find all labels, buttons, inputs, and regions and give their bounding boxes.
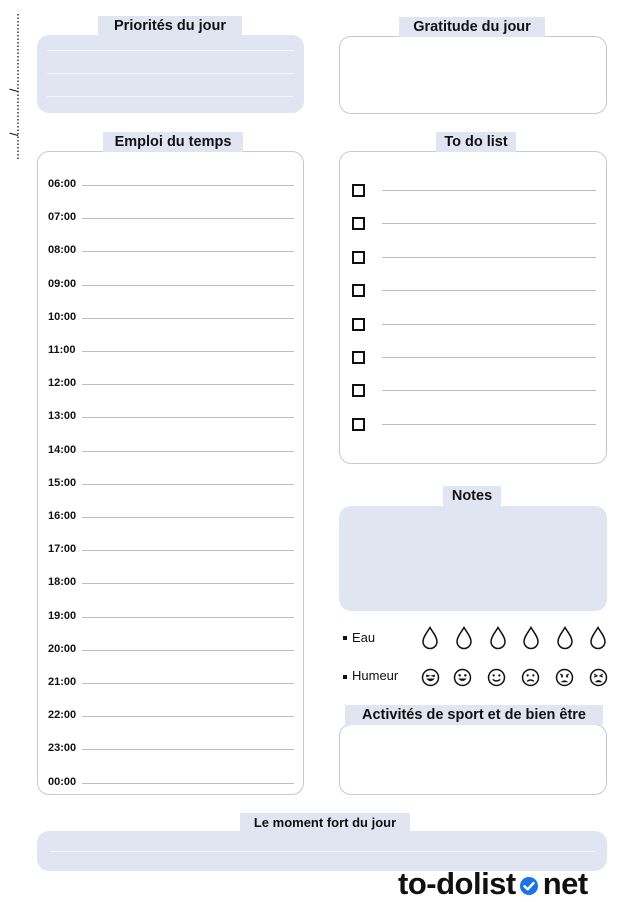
schedule-time: 12:00: [48, 377, 77, 390]
moment-title: Le moment fort du jour: [240, 813, 410, 833]
todo-checkbox[interactable]: [352, 184, 365, 197]
schedule-time: 10:00: [48, 310, 77, 323]
notes-box[interactable]: [339, 506, 607, 611]
date-slash: /: [7, 88, 21, 92]
date-dotted-line: [6, 12, 30, 162]
schedule-line[interactable]: [82, 451, 294, 452]
schedule-line[interactable]: [82, 185, 294, 186]
eau-bullet: [343, 636, 347, 640]
schedule-time: 13:00: [48, 410, 77, 423]
humeur-bullet: [343, 675, 347, 679]
schedule-time: 15:00: [48, 476, 77, 489]
water-drop-icon[interactable]: [522, 626, 540, 650]
todo-line[interactable]: [382, 223, 596, 224]
moment-line: [50, 851, 595, 852]
water-drop-icon[interactable]: [421, 626, 439, 650]
schedule-line[interactable]: [82, 384, 294, 385]
schedule-line[interactable]: [82, 417, 294, 418]
schedule-line[interactable]: [82, 484, 294, 485]
schedule-time: 21:00: [48, 676, 77, 688]
schedule-time: 11:00: [48, 344, 76, 356]
schedule-line[interactable]: [82, 583, 294, 584]
priorites-box[interactable]: [37, 35, 304, 113]
todo-checkbox[interactable]: [352, 351, 365, 364]
eau-label: Eau: [352, 630, 376, 645]
schedule-time: 06:00: [48, 178, 77, 190]
todo-box: [339, 151, 607, 464]
todo-line[interactable]: [382, 257, 596, 258]
todo-line[interactable]: [382, 357, 596, 358]
schedule-time: 17:00: [48, 543, 77, 556]
water-drop-icon[interactable]: [589, 626, 607, 650]
schedule-line[interactable]: [82, 716, 294, 717]
priorites-line: [47, 50, 294, 51]
schedule-line[interactable]: [82, 218, 294, 219]
todo-line[interactable]: [382, 290, 596, 291]
sad-face-icon[interactable]: [521, 668, 540, 687]
schedule-time: 09:00: [48, 277, 77, 290]
frowning-face-icon[interactable]: [555, 668, 574, 687]
notes-title: Notes: [443, 486, 501, 506]
emploi-title: Emploi du temps: [103, 132, 243, 152]
todo-title: To do list: [436, 132, 516, 152]
schedule-line[interactable]: [82, 517, 294, 518]
todo-checkbox[interactable]: [352, 251, 365, 264]
todo-checkbox[interactable]: [352, 384, 365, 397]
schedule-time: 00:00: [48, 775, 77, 788]
todo-line[interactable]: [382, 324, 596, 325]
laughing-face-icon[interactable]: [421, 668, 440, 687]
schedule-time: 23:00: [48, 742, 77, 755]
schedule-line[interactable]: [82, 749, 294, 750]
humeur-label: Humeur: [352, 668, 399, 683]
priorites-line: [47, 96, 294, 97]
schedule-time: 22:00: [48, 709, 77, 722]
schedule-line[interactable]: [82, 550, 294, 551]
water-drop-icon[interactable]: [455, 626, 473, 650]
priorites-line: [47, 73, 294, 74]
smiling-face-icon[interactable]: [453, 668, 472, 687]
schedule-line[interactable]: [82, 617, 294, 618]
gratitude-box[interactable]: [339, 36, 607, 114]
schedule-line[interactable]: [82, 650, 294, 651]
todo-line[interactable]: [382, 390, 596, 391]
schedule-line[interactable]: [82, 285, 294, 286]
schedule-line[interactable]: [82, 251, 294, 252]
schedule-line[interactable]: [82, 683, 294, 684]
neutral-smile-icon[interactable]: [487, 668, 506, 687]
activites-title: Activités de sport et de bien être: [345, 705, 603, 725]
schedule-line[interactable]: [82, 318, 294, 319]
todo-checkbox[interactable]: [352, 217, 365, 230]
activites-box[interactable]: [339, 724, 607, 795]
schedule-line[interactable]: [82, 351, 294, 352]
date-slash: /: [7, 132, 21, 136]
date-field: [6, 12, 30, 162]
todo-line[interactable]: [382, 424, 596, 425]
todo-line[interactable]: [382, 190, 596, 191]
water-drop-icon[interactable]: [489, 626, 507, 650]
schedule-line[interactable]: [82, 783, 294, 784]
schedule-time: 16:00: [48, 510, 77, 522]
brand-logo: [398, 866, 588, 902]
schedule-time: 19:00: [48, 609, 77, 622]
gratitude-title: Gratitude du jour: [399, 17, 545, 37]
todo-checkbox[interactable]: [352, 318, 365, 331]
schedule-time: 07:00: [48, 211, 77, 224]
check-circle-icon: [519, 876, 539, 896]
priorites-title: Priorités du jour: [98, 16, 242, 36]
emploi-box: [37, 151, 304, 795]
schedule-time: 20:00: [48, 642, 77, 655]
todo-checkbox[interactable]: [352, 284, 365, 297]
schedule-time: 08:00: [48, 244, 77, 257]
water-drop-icon[interactable]: [556, 626, 574, 650]
todo-checkbox[interactable]: [352, 418, 365, 431]
brand-right-text: net: [542, 866, 588, 901]
brand-left-text: to-dolist: [398, 866, 516, 901]
crying-face-icon[interactable]: [589, 668, 608, 687]
schedule-time: 14:00: [48, 443, 77, 456]
schedule-time: 18:00: [48, 576, 77, 589]
